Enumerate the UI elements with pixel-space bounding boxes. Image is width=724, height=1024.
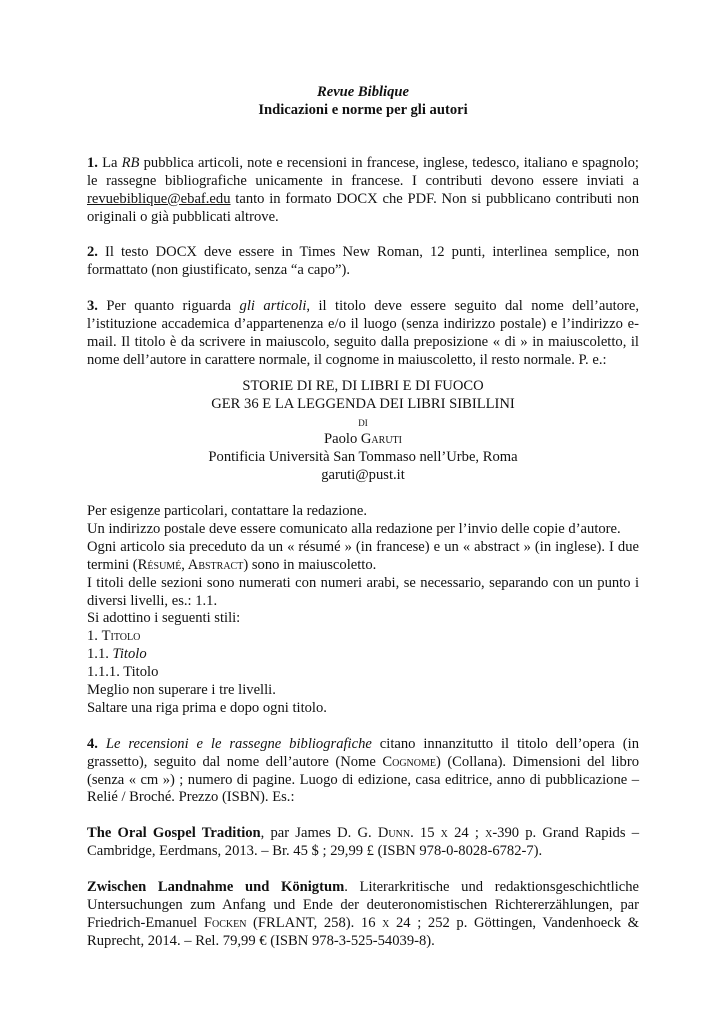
article-title-example bbox=[87, 378, 639, 485]
note-line: Un indirizzo postale deve essere comunicato alla redazione per l’invio delle copie d’autore. bbox=[87, 520, 621, 537]
note-line: I titoli delle sezioni sono numerati con numeri arabi, se necessario, separando con un punto i diversi livelli, es.: 1.1. bbox=[87, 574, 639, 609]
section-3: 3. Per quanto riguarda gli articoli, il titolo deve essere seguito dal nome dell’autore, l’istituzione accademica d’appartenenza e/o il luogo (senza indirizzo postale) e l’indirizzo e-mail. Il titolo è da scrivere in maiuscolo, seguito dalla preposizione « di » in maiuscoletto, il nome dell’autore in carattere normale, il cognome in maiuscoletto, il resto normale. P. e.: bbox=[87, 298, 639, 368]
note-line: Saltare una riga prima e dopo ogni titolo. bbox=[87, 699, 327, 716]
example-author: Paolo Garuti bbox=[324, 431, 402, 448]
example-preposition: di bbox=[358, 414, 368, 430]
document-subtitle: Indicazioni e norme per gli autori bbox=[258, 101, 468, 118]
rb-abbrev: RB bbox=[121, 154, 140, 171]
review-example-2: Zwischen Landnahme und Königtum. Literarkritische und redaktionsgeschichtliche Untersuchungen zum Anfang und Ende der deuteronomistischen Richtererzählungen, par Friedrich-Emanuel Focken (FRLANT, 258). 16 x 24 ; 252 p. Göttingen, Vandenhoeck & Ruprecht, 2014. – Rel. 79,99 € (ISBN 978-3-525-54039-8). bbox=[87, 878, 639, 949]
note-line: Ogni articolo sia preceduto da un « résumé » (in francese) e un « abstract » (in inglese). I due termini (Résumé, Abstract) sono in maiuscoletto. bbox=[87, 538, 639, 573]
section-number: 1. bbox=[87, 154, 98, 171]
document-page bbox=[87, 84, 639, 951]
section-number: 4. bbox=[87, 735, 98, 752]
section-4: 4. Le recensioni e le rassegne bibliografiche citano innanzitutto il titolo dell’opera (in grassetto), seguito dal nome dell’autore (Nome Cognome) (Collana). Dimensioni del libro (senza « cm ») ; numero di pagine. Luogo di edizione, casa editrice, anno di pubblicazione – Relié / Broché. Prezzo (ISBN). Es.: bbox=[87, 735, 640, 806]
section-number: 3. bbox=[87, 298, 98, 315]
note-line: Si adottino i seguenti stili: bbox=[87, 610, 241, 627]
section-number: 2. bbox=[87, 244, 98, 261]
example-email: garuti@pust.it bbox=[321, 467, 405, 484]
note-line: Per esigenze particolari, contattare la redazione. bbox=[87, 502, 367, 519]
journal-title: Revue Biblique bbox=[316, 84, 410, 100]
style-level-3: 1.1.1. Titolo bbox=[87, 664, 159, 681]
section-2: 2. Il testo DOCX deve essere in Times New Roman, 12 punti, interlinea semplice, non formattato (non giustificato, senza “a capo”). bbox=[87, 244, 639, 279]
example-title-line-2: GER 36 E LA LEGGENDA DEI LIBRI SIBILLINI bbox=[211, 395, 515, 412]
note-line: Meglio non superare i tre livelli. bbox=[87, 682, 276, 699]
example-title-line-1: STORIE DI RE, DI LIBRI E DI FUOCO bbox=[242, 377, 484, 394]
section-1: 1. La RB pubblica articoli, note e recensioni in francese, inglese, tedesco, italiano e spagnolo; le rassegne bibliografiche unicamente in francese. I contributi devono essere inviati a revuebiblique@ebaf.edu tanto in formato DOCX che PDF. Non si pubblicano contributi non originali o già pubblicati altrove. bbox=[87, 154, 639, 225]
style-level-1: 1. Titolo bbox=[87, 628, 141, 645]
notes-block bbox=[87, 503, 639, 718]
email-link[interactable]: revuebiblique@ebaf.edu bbox=[87, 190, 231, 207]
style-level-2: 1.1. Titolo bbox=[87, 646, 147, 663]
review-example-1: The Oral Gospel Tradition, par James D. G. Dunn. 15 x 24 ; x-390 p. Grand Rapids – Cambridge, Eerdmans, 2013. – Br. 45 $ ; 29,99 £ (ISBN 978-0-8028-6782-7). bbox=[87, 825, 640, 860]
example-institution: Pontificia Università San Tommaso nell’Urbe, Roma bbox=[208, 449, 518, 466]
